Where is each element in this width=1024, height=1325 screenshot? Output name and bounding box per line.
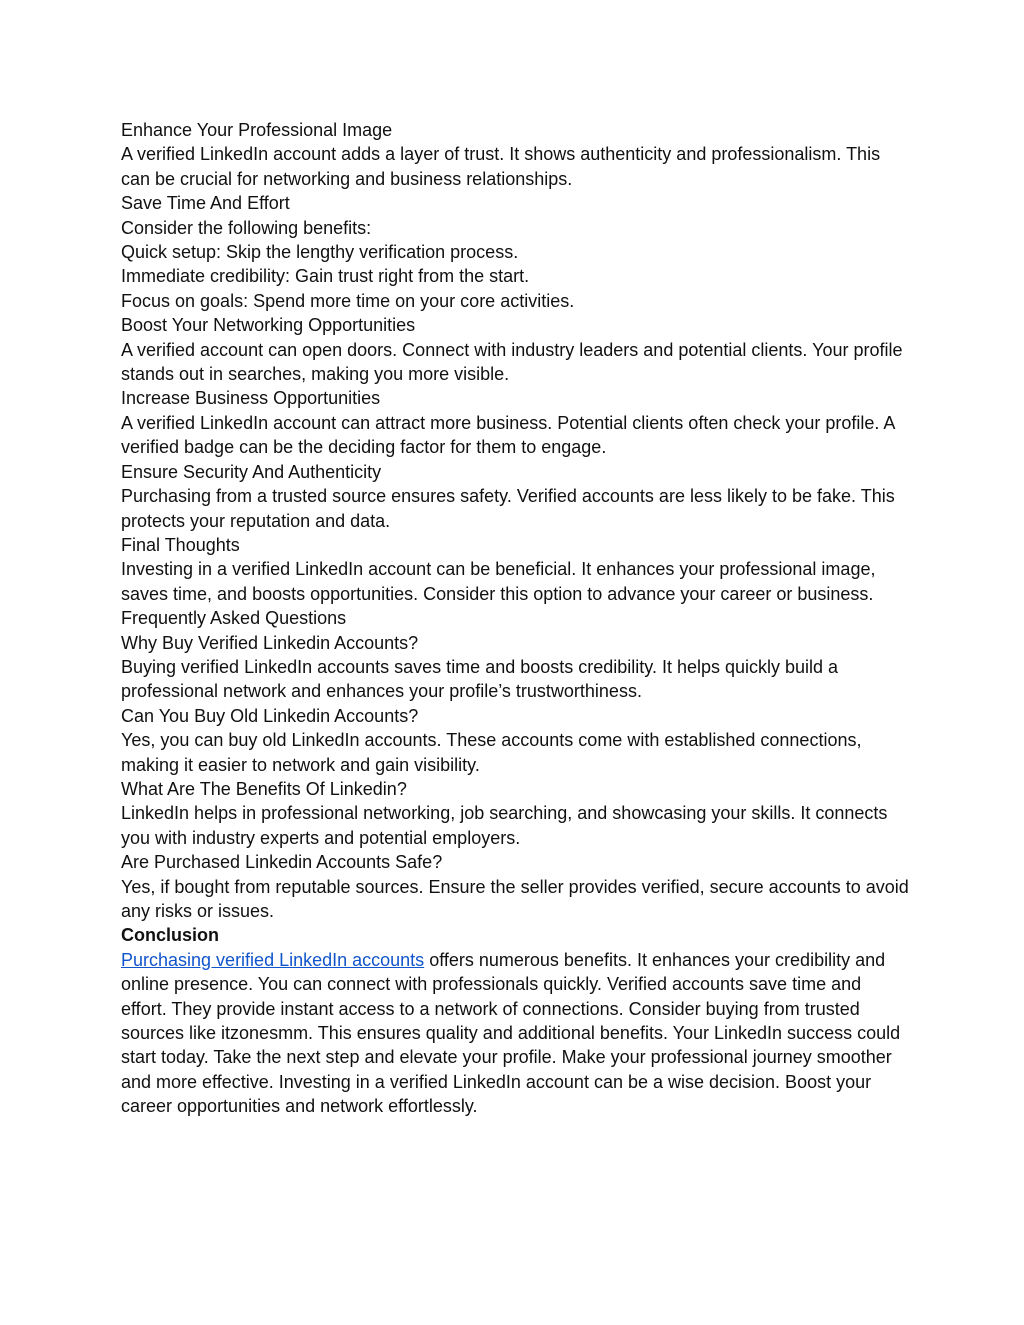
- benefit-item: Immediate credibility: Gain trust right from the start.: [121, 266, 530, 287]
- benefit-item: Focus on goals: Spend more time on your core activities.: [121, 290, 575, 311]
- section-body-networking: A verified account can open doors. Connect with industry leaders and potential clients. Your profile stands out in searches, making you more visible.: [121, 339, 903, 385]
- faq-question: What Are The Benefits Of Linkedin?: [121, 778, 407, 799]
- section-body-business: A verified LinkedIn account can attract more business. Potential clients often check your profile. A verified badge can be the deciding factor for them to engage.: [121, 412, 895, 458]
- conclusion-body: offers numerous benefits. It enhances your credibility and online presence. You can connect with professionals quickly. Verified accounts save time and effort. They provide instant access to a network of connections. Consider buying from trusted sources like itzonesmm. This ensures quality and additional benefits. Your LinkedIn success could start today. Take the next step and elevate your profile. Make your professional journey smoother and more effective. Investing in a verified LinkedIn account can be a wise decision. Boost your career opportunities and network effortlessly.: [121, 949, 901, 1117]
- section-heading-save-time: Save Time And Effort: [121, 193, 290, 214]
- section-body-final-thoughts: Investing in a verified LinkedIn account can be beneficial. It enhances your professional image, saves time, and boosts opportunities. Consider this option to advance your career or business.: [121, 559, 876, 604]
- faq-question: Why Buy Verified Linkedin Accounts?: [121, 632, 419, 653]
- benefit-item: Quick setup: Skip the lengthy verification process.: [121, 242, 519, 263]
- faq-answer: Buying verified LinkedIn accounts saves time and boosts credibility. It helps quickly build a professional network and enhances your profile’s trustworthiness.: [121, 656, 839, 702]
- faq-question: Can You Buy Old Linkedin Accounts?: [121, 705, 419, 726]
- faq-answer: LinkedIn helps in professional networking, job searching, and showcasing your skills. It connects you with industry experts and potential employers.: [121, 803, 888, 848]
- benefits-intro: Consider the following benefits:: [121, 217, 372, 238]
- document-page: [121, 118, 911, 1119]
- section-body-enhance: A verified LinkedIn account adds a layer of trust. It shows authenticity and professionalism. This can be crucial for networking and business relationships.: [121, 144, 881, 189]
- faq-answer: Yes, if bought from reputable sources. Ensure the seller provides verified, secure accounts to avoid any risks or issues.: [121, 876, 909, 921]
- section-heading-enhance: Enhance Your Professional Image: [121, 120, 393, 140]
- purchasing-link[interactable]: Purchasing verified LinkedIn accounts: [121, 949, 425, 970]
- section-heading-networking: Boost Your Networking Opportunities: [121, 315, 416, 336]
- section-body-security: Purchasing from a trusted source ensures safety. Verified accounts are less likely to be fake. This protects your reputation and data.: [121, 486, 895, 531]
- section-heading-business: Increase Business Opportunities: [121, 388, 381, 409]
- conclusion-paragraph: [121, 948, 911, 1119]
- conclusion-heading: Conclusion: [121, 925, 219, 946]
- faq-heading: Frequently Asked Questions: [121, 608, 347, 629]
- section-heading-final-thoughts: Final Thoughts: [121, 534, 240, 555]
- faq-answer: Yes, you can buy old LinkedIn accounts. These accounts come with established connections, making it easier to network and gain visibility.: [121, 730, 862, 775]
- faq-question: Are Purchased Linkedin Accounts Safe?: [121, 852, 443, 873]
- section-heading-security: Ensure Security And Authenticity: [121, 461, 382, 482]
